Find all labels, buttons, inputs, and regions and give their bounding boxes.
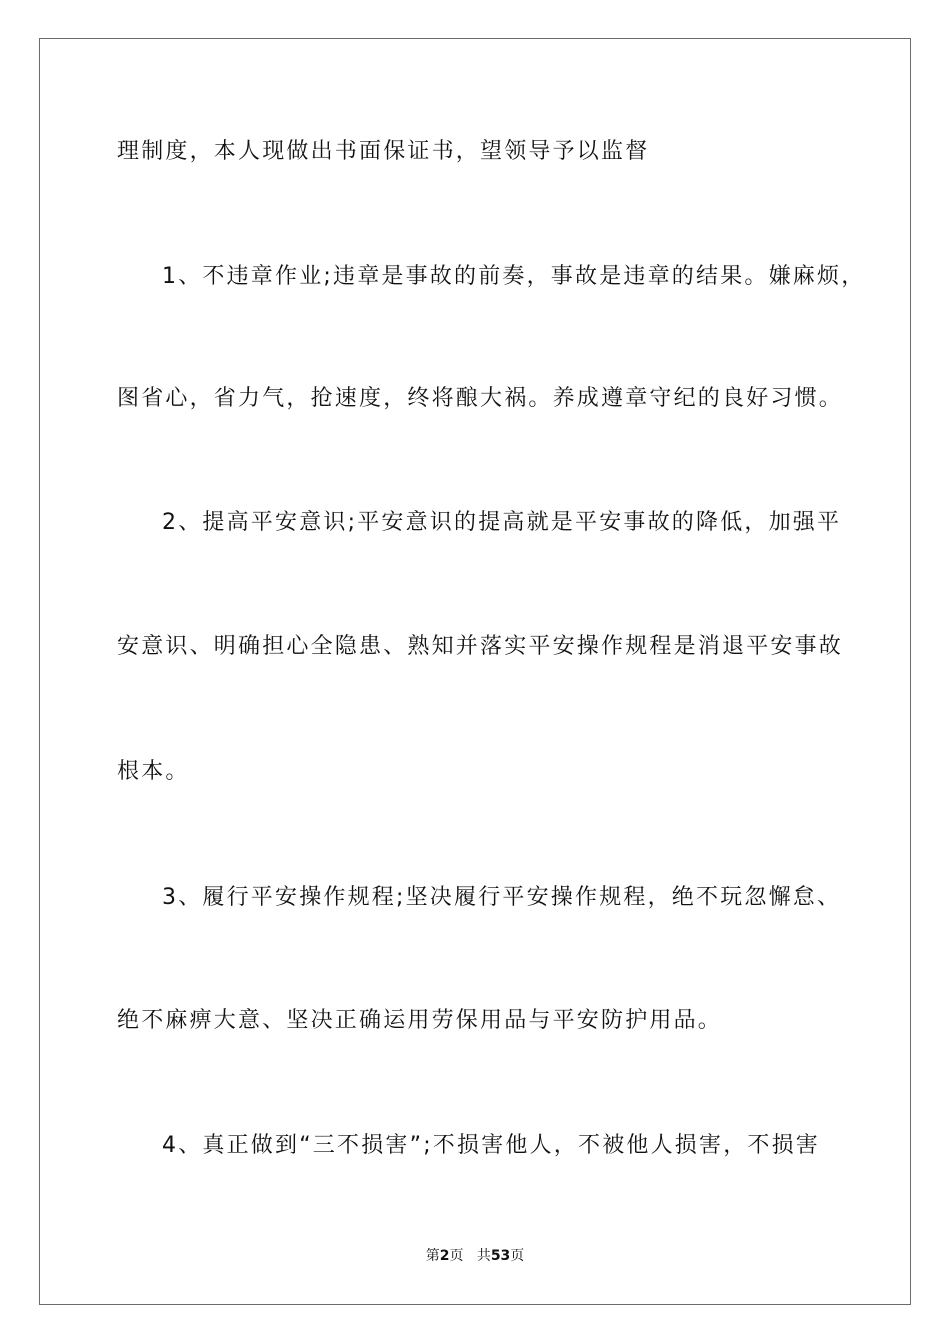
total-prefix: 共 [476, 1248, 491, 1264]
text-line-9: 4、真正做到“三不损害”;不损害他人，不被他人损害，不损害 [162, 1133, 821, 1158]
page-suffix: 页 [449, 1248, 464, 1264]
text-line-4: 2、提高平安意识;平安意识的提高就是平安事故的降低，加强平 [162, 510, 842, 535]
text-line-5: 安意识、明确担心全隐患、熟知并落实平安操作规程是消退平安事故 [117, 634, 844, 659]
total-pages: 53 [490, 1248, 511, 1264]
text-line-7: 3、履行平安操作规程;坚决履行平安操作规程，绝不玩忽懈怠、 [162, 885, 842, 910]
text-line-2: 1、不违章作业;违章是事故的前奏，事故是违章的结果。嫌麻烦， [162, 264, 866, 289]
page-number: 2 [439, 1248, 450, 1264]
text-line-1: 理制度，本人现做出书面保证书，望领导予以监督 [117, 139, 650, 164]
page-border [39, 38, 911, 1305]
text-line-8: 绝不麻痹大意、坚决正确运用劳保用品与平安防护用品。 [117, 1008, 723, 1033]
text-line-6: 根本。 [117, 759, 190, 784]
total-suffix: 页 [510, 1248, 525, 1264]
text-line-3: 图省心，省力气，抢速度，终将酿大祸。养成遵章守纪的良好习惯。 [117, 386, 844, 411]
page-footer [0, 1246, 950, 1266]
page-prefix: 第 [425, 1248, 440, 1264]
